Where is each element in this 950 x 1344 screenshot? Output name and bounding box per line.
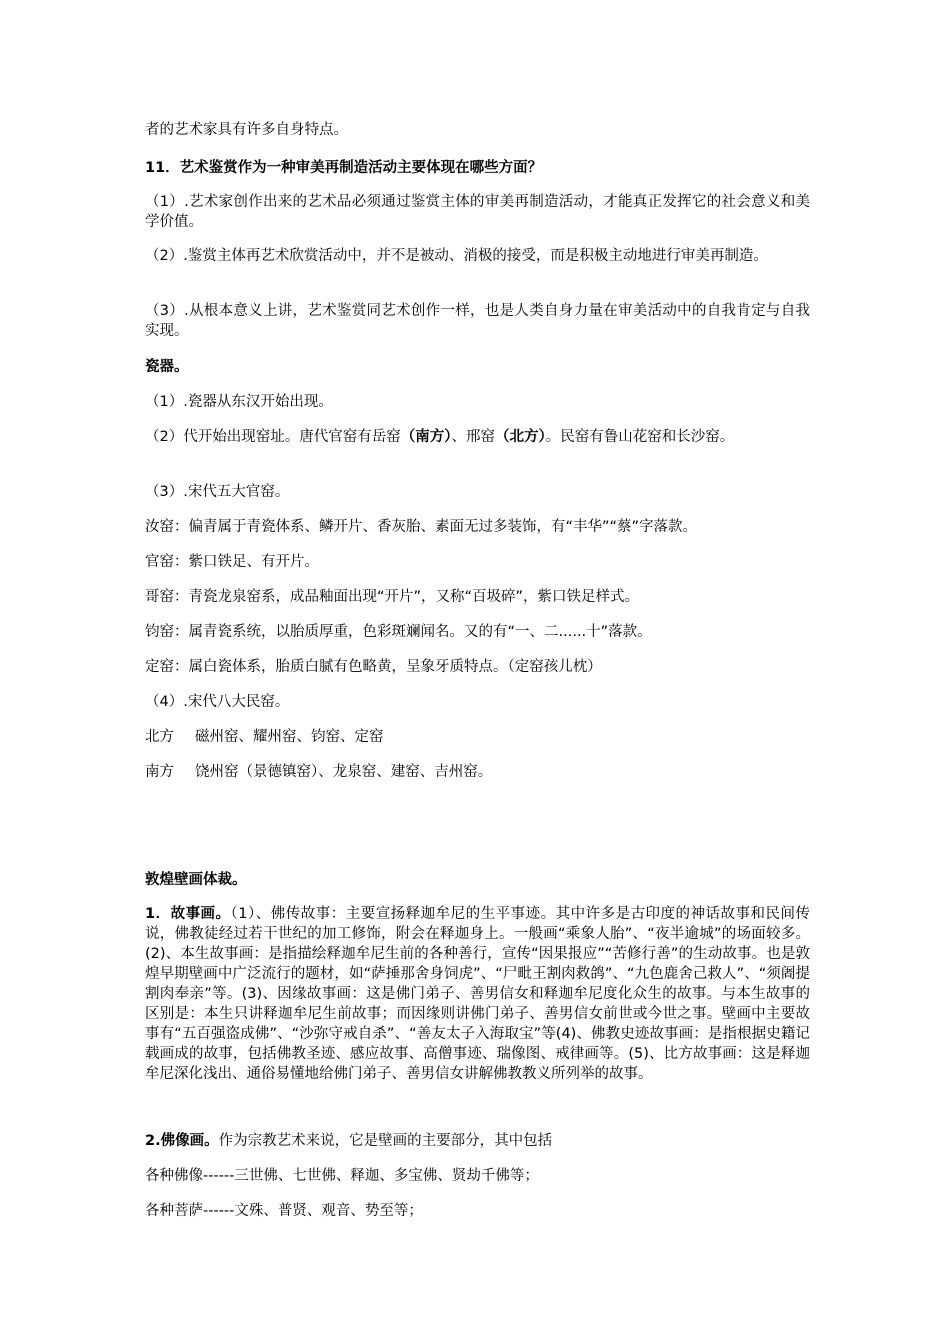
south-kilns [145,762,810,782]
kiln-jun: 钧窑：属青瓷系统，以胎质厚重，色彩斑斓闻名。又的有“一、二......十”落款。 [145,624,652,640]
porcelain-heading: 瓷器。 [145,359,189,375]
q11-item-1: （1）.艺术家创作出来的艺术品必须通过鉴赏主体的审美再制造活动，才能真正发挥它的社会意义和美学价值。 [145,194,810,230]
buddha-paintings-paragraph [145,1131,810,1151]
kiln-ge: 哥窑：青瓷龙泉窑系，成品釉面出现“开片”，又称“百圾碎”，紫口铁足样式。 [145,589,640,605]
story-paintings-body: （1）、佛传故事：主要宣扬释迦牟尼的生平事迹。其中许多是古印度的神话故事和民间传说，佛教徒经过若干世纪的加工修饰，附会在释迦身上。一般画“乘象人胎”、“夜半逾城”的场面较多。(2)、本生故事画：是指描绘释迦牟尼生前的各种善行，宣传“因果报应”“苦修行善”的生动故事。也是敦煌早期壁画中广泛流行的题材，如“萨捶那舍身饲虎”、“尸毗王割肉救鸽”、“九色鹿舍己救人”、“须阇提割肉奉亲”等。(3)、因缘故事画：这是佛门弟子、善男信女和释迦牟尼度化众生的故事。与本生故事的区别是：本生只讲释迦牟尼生前故事；而因缘则讲佛门弟子、善男信女前世或今世之事。壁画中主要故事有“五百强盗成佛”、“沙弥守戒自杀”、“善友太子入海取宝”等(4)、佛教史迹故事画：是指根据史籍记载画成的故事，包括佛教圣迹、感应故事、高僧事迹、瑞像图、戒律画等。(5)、比方故事画：这是释迦牟尼深化浅出、通俗易懂地给佛门弟子、善男信女讲解佛教教义所列举的故事。 [145,906,810,1082]
continuation-text: 者的艺术家具有许多自身特点。 [145,122,348,138]
kiln-ru: 汝窑：偏青属于青瓷体系、鳞开片、香灰胎、素面无过多装饰，有“丰华”“蔡”字落款。 [145,519,698,535]
item2-south: （南方） [400,429,452,445]
item2-north: （北方） [494,429,546,445]
porcelain-item-2 [145,427,810,447]
bodhisattvas-list: 各种菩萨------文殊、普贤、观音、势至等； [145,1203,423,1219]
kiln-ding: 定窑：属白瓷体系，胎质白腻有色略黄，呈象牙质特点。（定窑孩儿枕） [145,659,602,675]
north-kilns [145,727,810,747]
porcelain-item-4: （4）.宋代八大民窑。 [145,694,290,710]
north-label: 北方 [145,729,174,745]
buddhas-list: 各种佛像------三世佛、七世佛、释迦、多宝佛、贤劫千佛等； [145,1168,539,1184]
story-paintings-heading: 1．故事画。 [145,906,231,922]
item2-suffix: 。民窑有鲁山花窑和长沙窑。 [545,429,735,445]
item2-prefix: （2）代开始出现窑址。唐代官窑有岳窑 [145,429,401,445]
q11-item-3: （3）.从根本意义上讲，艺术鉴赏同艺术创作一样，也是人类自身力量在审美活动中的自我肯定与自我实现。 [145,303,810,339]
item2-middle: 、邢窑 [451,429,495,445]
story-paintings-paragraph [145,904,810,1084]
buddha-paintings-heading: 2.佛像画。 [145,1133,219,1149]
south-label: 南方 [145,764,174,780]
q11-item-2: （2）.鉴赏主体再艺术欣赏活动中，并不是被动、消极的接受，而是积极主动地进行审美再制造。 [145,248,768,264]
south-kilns-text: 饶州窑（景德镇窑）、龙泉窑、建窑、吉州窑。 [195,764,493,780]
north-kilns-text: 磁州窑、耀州窑、钧窑、定窑 [195,729,384,745]
kiln-guan: 官窑：紫口铁足、有开片。 [145,554,319,570]
dunhuang-heading: 敦煌壁画体裁。 [145,872,247,888]
porcelain-item-3: （3）.宋代五大官窑。 [145,484,290,500]
question-11-heading: 11．艺术鉴赏作为一种审美再制造活动主要体现在哪些方面？ [145,160,543,176]
buddha-paintings-body: 作为宗教艺术来说，它是壁画的主要部分，其中包括 [218,1133,553,1149]
porcelain-item-1: （1）.瓷器从东汉开始出现。 [145,394,333,410]
